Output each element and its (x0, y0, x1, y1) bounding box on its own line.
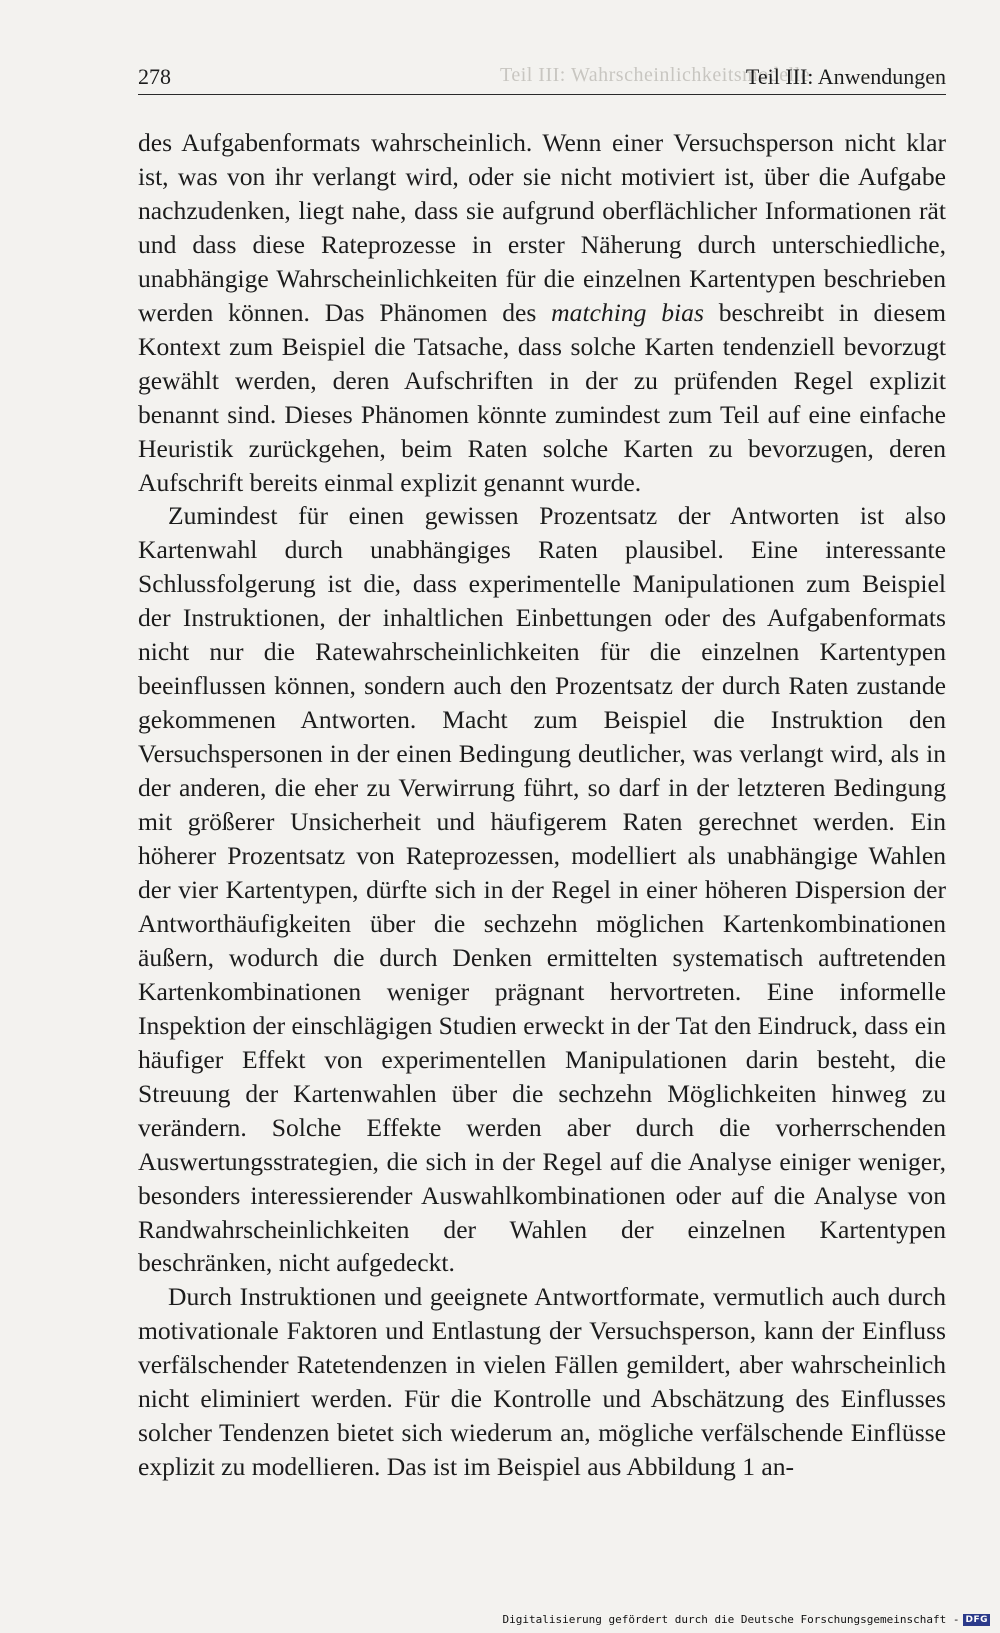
paragraph-1 (138, 126, 946, 499)
body-text (138, 126, 946, 1484)
digitization-footer (503, 1613, 990, 1626)
running-head: Teil III: Anwendungen (745, 64, 946, 89)
paragraph-3: Durch Instruktionen und geeignete Antwortformate, vermutlich auch durch motivationale Faktoren und Entlastung der Versuchsperson, kann der Einfluss verfälschender Ratetendenzen in vielen Fällen gemildert, aber wahrscheinlich nicht eliminiert werden. Für die Kontrolle und Abschätzung des Einflusses solcher Tendenzen bietet sich wiederum an, mögliche verfälschende Einflüsse explizit zu modellieren. Das ist im Beispiel aus Abbildung 1 an- (138, 1282, 946, 1482)
page-number: 278 (138, 64, 171, 89)
dfg-logo: DFG (965, 1614, 988, 1625)
footer-text: Digitalisierung gefördert durch die Deutsche Forschungsgemeinschaft - (502, 1613, 960, 1626)
page-header (138, 60, 946, 95)
emphasis-matching-bias: matching bias (551, 297, 704, 327)
paragraph-1-text-after: beschreibt in diesem Kontext zum Beispiel die Tatsache, dass solche Karten tendenziell bevorzugt gewählt werden, deren Aufschriften in der zu prüfenden Regel explizit benannt sind. Dieses Phänomen könnte zumindest zum Teil auf eine einfache Heuristik zurückgehen, beim Raten solche Karten zu bevorzugen, deren Aufschrift bereits einmal explizit genannt wurde. (138, 297, 946, 497)
paragraph-1-text: des Aufgabenformats wahrscheinlich. Wenn einer Versuchsperson nicht klar ist, was von ihr verlangt wird, oder sie nicht motiviert ist, über die Aufgabe nachzudenken, liegt nahe, dass sie aufgrund oberflächlicher Informationen rät und dass diese Rateprozesse in erster Näherung durch unterschiedliche, unabhängige Wahrscheinlichkeiten für die einzelnen Kartentypen beschrieben werden können. Das Phänomen des (138, 128, 946, 327)
paragraph-2: Zumindest für einen gewissen Prozentsatz der Antworten ist also Kartenwahl durch unabhängiges Raten plausibel. Eine interessante Schlussfolgerung ist die, dass experimentelle Manipulationen zum Beispiel der Instruktionen, der inhaltlichen Einbettungen oder des Aufgabenformats nicht nur die Ratewahrscheinlichkeiten für die einzelnen Kartentypen beeinflussen können, sondern auch den Prozentsatz der durch Raten zustande gekommenen Antworten. Macht zum Beispiel die Instruktion den Versuchspersonen in der einen Bedingung deutlicher, was verlangt wird, als in der anderen, die eher zu Verwirrung führt, so darf in der letzteren Bedingung mit größerer Unsicherheit und häufigerem Raten gerechnet werden. Ein höherer Prozentsatz von Rateprozessen, modelliert als unabhängige Wahlen der vier Kartentypen, dürfte sich in der Regel in einer höheren Dispersion der Antworthäufigkeiten über die sechzehn möglichen Kartenkombinationen äußern, wodurch die durch Denken ermittelten systematisch auftretenden Kartenkombinationen weniger prägnant hervortreten. Eine informelle Inspektion der einschlägigen Studien erweckt in der Tat den Eindruck, dass ein häufiger Effekt von experimentellen Manipulationen darin besteht, die Streuung der Kartenwahlen über die sechzehn Möglichkeiten hinweg zu verändern. Solche Effekte werden aber durch die vorherrschenden Auswertungsstrategien, die sich in der Regel auf die Analyse einiger weniger, besonders interessierender Auswahlkombinationen oder auf die Analyse von Randwahrscheinlichkeiten der Wahlen der einzelnen Kartentypen beschränken, nicht aufgedeckt. (138, 501, 946, 1278)
bleed-through-text: Teil III: Wahrscheinlichkeitsmodelle (500, 64, 811, 86)
